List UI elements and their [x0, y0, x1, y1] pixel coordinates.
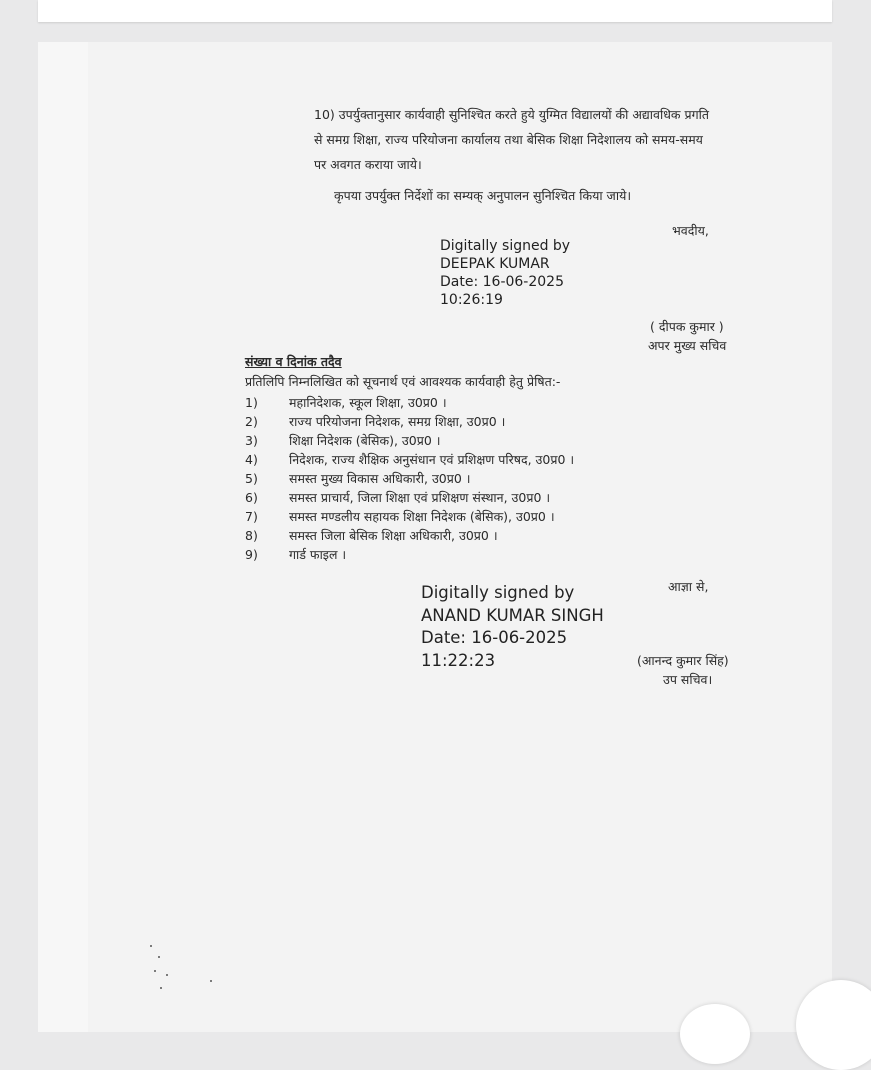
compliance-request: कृपया उपर्युक्त निर्देशों का सम्यक् अनुपालन सुनिश्चित किया जाये। [334, 188, 632, 203]
scan-speck [150, 945, 152, 947]
floating-action-button[interactable] [680, 1004, 750, 1064]
digital-signature-anand [421, 582, 604, 672]
digital-signature-deepak [440, 237, 570, 309]
signature-time: 10:26:19 [440, 292, 503, 308]
signature-line: Digitally signed by [440, 238, 571, 254]
signature-line: Digitally signed by [421, 583, 575, 602]
scan-speck [210, 980, 212, 982]
scan-speck [160, 987, 162, 989]
instruction-paragraph [314, 102, 798, 177]
signature-date: Date: 16-06-2025 [421, 628, 568, 647]
paragraph-line: पर अवगत कराया जाये। [314, 157, 422, 172]
signer1-designation: अपर मुख्य सचिव [648, 338, 727, 353]
scan-speck [154, 970, 156, 972]
paragraph-line: 10) उपर्युक्तानुसार कार्यवाही सुनिश्चित करते हुये युग्मित विद्यालयों की अद्यावधिक प्रगति [314, 107, 709, 122]
paragraph-line: से समग्र शिक्षा, राज्य परियोजना कार्यालय तथा बेसिक शिक्षा निदेशालय को समय-समय [314, 132, 703, 147]
signer2-name: (आनन्द कुमार सिंह) [637, 653, 729, 668]
signature-name: ANAND KUMAR SINGH [421, 605, 604, 625]
by-order-text: आज्ञा से, [668, 579, 709, 594]
signer1-name: ( दीपक कुमार ) [650, 319, 724, 334]
closing-salutation: भवदीय, [672, 223, 709, 238]
document-page [38, 42, 832, 1032]
previous-page-edge [38, 0, 832, 22]
copy-heading: संख्या व दिनांक तदैव [245, 354, 342, 369]
scan-speck [158, 956, 160, 958]
scan-speck [166, 974, 168, 976]
signature-time: 11:22:23 [421, 650, 496, 670]
scanned-letter: 10) उपर्युक्तानुसार कार्यवाही सुनिश्चित करते हुये युग्मित विद्यालयों की अद्यावधिक प्रगति से समग्र शिक्षा, राज्य परियोजना कार्यालय तथा बेसिक शिक्षा निदेशालय को समय-समय पर अवगत कराया जाये। कृपया उपर्युक्त निर्देशों का सम्यक् अनुपालन सुनिश्चित किया जाये। भवदीय, Digitally signed by DEEPAK KUMAR Date: 16-06-2025 10:26:19 ( दीपक कुमार ) अपर मुख्य सचिव संख्या व दिनांक तदैव प्रतिलिपि निम्नलिखित को सूचनार्थ एवं आवश्यक कार्यवाही हेतु प्रेषित:- 1) महानिदेशक, स्कूल शिक्षा, उ0प्र0 । 2) राज्य परियोजना निदेशक, समग्र शिक्षा, उ0प्र0 । 3) शिक्षा निदेशक (बेसिक), उ0प्र0 । 4) निदेशक, राज्य शैक्षिक अनुसंधान एवं प्रशिक्षण परिषद, उ0प्र0 । 5) समस्त मुख्य विकास अधिकारी, उ0प्र0 । 6) समस्त प्राचार्य, जिला शिक्षा एवं प्रशिक्षण संस्थान, उ0प्र0 । 7) समस्त मण्डलीय सहायक शिक्षा निदेशक (बेसिक), उ0प्र0 । 8) समस्त जिला बेसिक शिक्षा अधिकारी, उ0प्र0 । 9) गार्ड फाइल । आज्ञा से, Digitally signed by ANAND KUMAR SINGH Date: 16-06-2025 11:22:23 (आनन्द कुमार सिंह) उप सचिव। [88, 42, 832, 1032]
signature-name: DEEPAK KUMAR [440, 256, 550, 272]
copy-intro: प्रतिलिपि निम्नलिखित को सूचनार्थ एवं आवश्यक कार्यवाही हेतु प्रेषित:- [245, 374, 561, 389]
signer2-designation: उप सचिव। [663, 672, 713, 687]
page-indicator-button[interactable] [796, 980, 871, 1070]
signature-date: Date: 16-06-2025 [440, 274, 564, 290]
